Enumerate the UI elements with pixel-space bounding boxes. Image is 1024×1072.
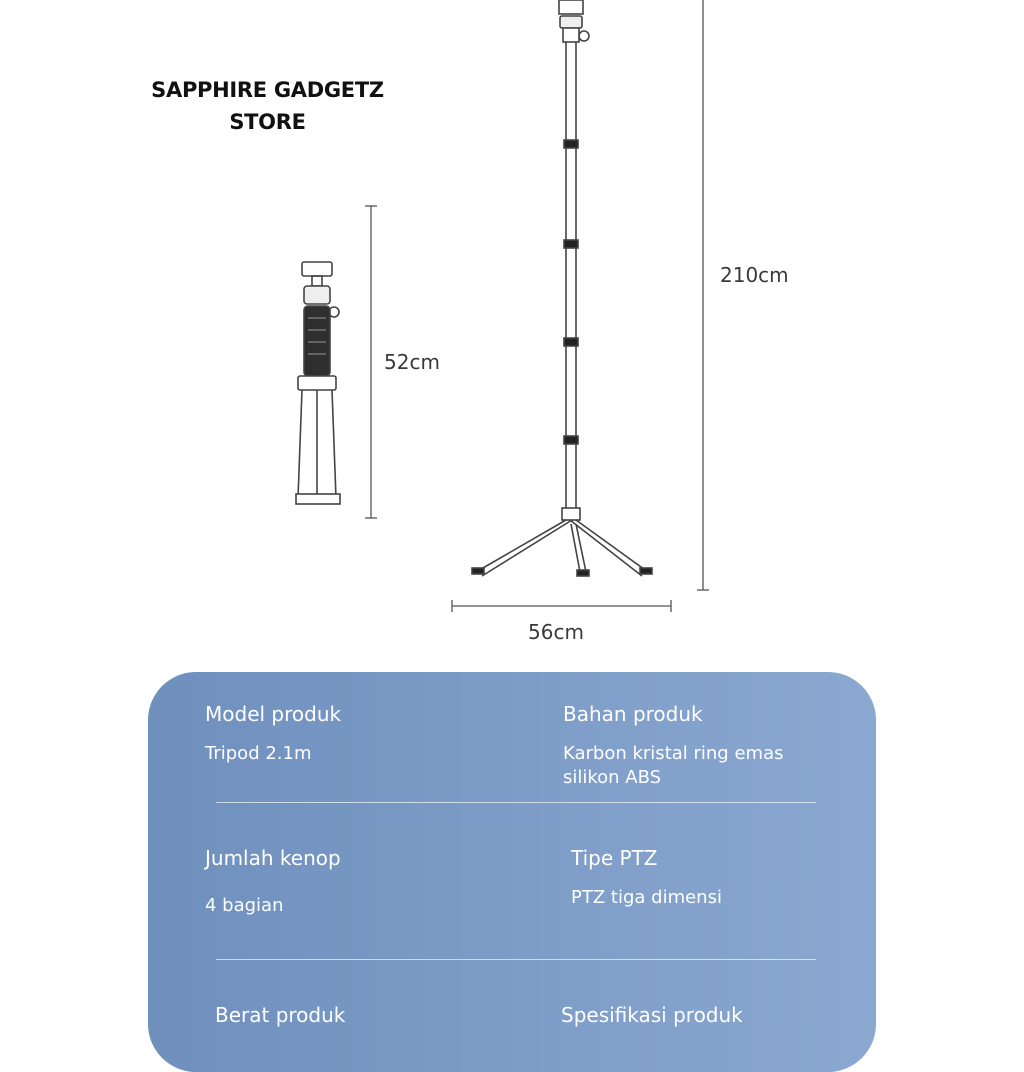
- spec-label: Spesifikasi produk: [561, 1003, 743, 1027]
- store-name-line1: SAPPHIRE GADGETZ: [151, 78, 384, 102]
- spec-specification: [561, 1003, 743, 1027]
- base-width-label: 56cm: [528, 620, 584, 644]
- spec-value: Tripod 2.1m: [205, 743, 312, 764]
- spec-value: Karbon kristal ring emas: [563, 743, 784, 764]
- base-width-marker: [452, 600, 671, 612]
- spec-model: [205, 702, 341, 766]
- folded-height-label: 52cm: [384, 350, 440, 374]
- spec-divider: [216, 802, 816, 803]
- extended-height-marker: [697, 0, 709, 590]
- spec-label: Tipe PTZ: [571, 846, 658, 870]
- spec-knobs: [205, 846, 341, 918]
- folded-height-marker: [365, 206, 377, 518]
- extended-height-label: 210cm: [720, 263, 789, 287]
- store-name-line2: STORE: [229, 110, 306, 134]
- spec-weight: [215, 1003, 345, 1027]
- extended-tripod-icon: [472, 0, 652, 576]
- spec-value: PTZ tiga dimensi: [571, 887, 722, 908]
- spec-ptz: [571, 846, 722, 910]
- folded-tripod-icon: [296, 262, 340, 504]
- spec-value-line2: silikon ABS: [563, 767, 662, 788]
- spec-value: 4 bagian: [205, 895, 284, 916]
- spec-label: Berat produk: [215, 1003, 346, 1027]
- spec-material: [563, 702, 783, 790]
- spec-label: Jumlah kenop: [205, 846, 341, 870]
- spec-divider: [216, 959, 816, 960]
- spec-label: Model produk: [205, 702, 342, 726]
- spec-label: Bahan produk: [563, 702, 703, 726]
